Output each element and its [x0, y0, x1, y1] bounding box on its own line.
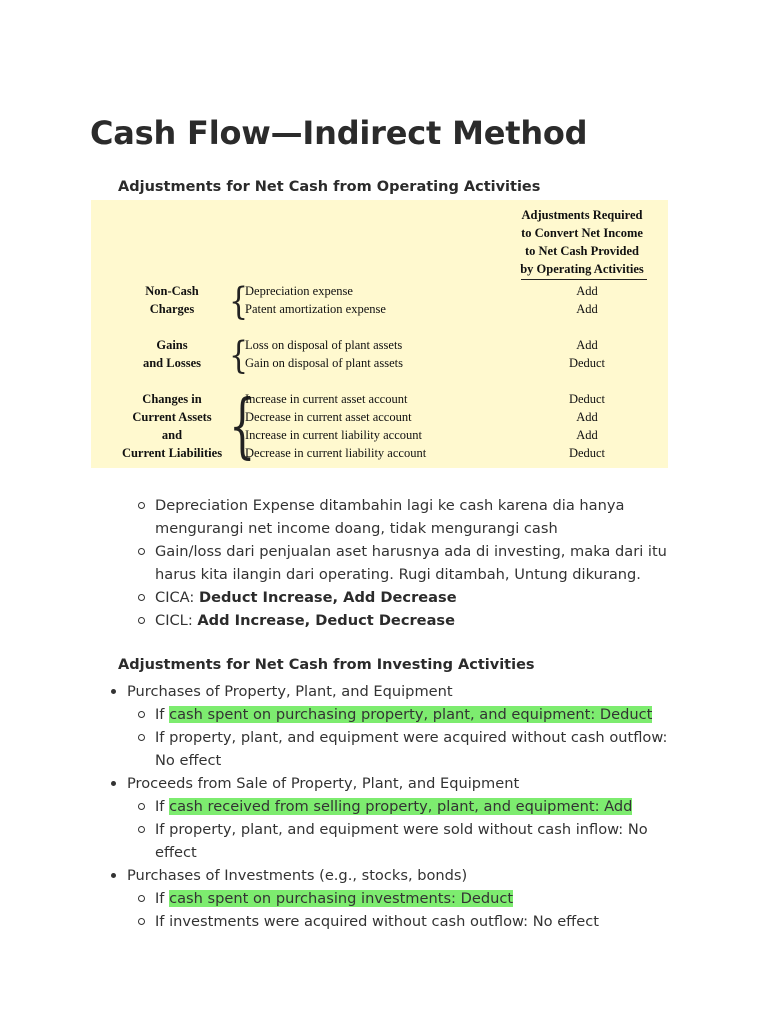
sub-text: If property, plant, and equipment were acquired without cash outflow: No effect: [155, 729, 668, 769]
list-item: [127, 772, 672, 864]
group-label-line: Current Assets: [132, 410, 212, 424]
note-cica-label: CICA:: [155, 589, 199, 606]
table-action: Deduct: [568, 392, 606, 406]
investing-list: [127, 680, 672, 933]
highlighted-text: cash received from selling property, plant, and equipment: Add: [169, 798, 633, 815]
sub-list: [127, 795, 672, 864]
list-item: [155, 795, 672, 818]
group-label-line: Charges: [149, 302, 195, 316]
list-item: [155, 609, 675, 632]
operating-heading: Adjustments for Net Cash from Operating Activities: [118, 179, 541, 195]
list-item: [155, 703, 672, 726]
table-action: Add: [576, 302, 598, 316]
investing-heading: Adjustments for Net Cash from Investing Activities: [118, 657, 535, 673]
group-label-line: Gains: [156, 338, 188, 352]
brace-icon: {: [229, 386, 256, 467]
column-header-rule: [521, 279, 647, 280]
list-item: [155, 494, 675, 540]
table-item: Increase in current liability account: [245, 428, 423, 442]
table-action: Add: [576, 428, 598, 442]
column-header: [515, 206, 649, 278]
table-item: Gain on disposal of plant assets: [245, 356, 403, 370]
group-label-line: and Losses: [142, 356, 201, 370]
group-label-line: Current Liabilities: [121, 446, 223, 460]
sub-prefix: If: [155, 798, 170, 815]
note-gainloss: Gain/loss dari penjualan aset harusnya ada di investing, maka dari itu harus kita ilangin dari operating. Rugi ditambah, Untung dikurang.: [155, 543, 667, 583]
list-item: [127, 680, 672, 772]
table-action: Add: [576, 284, 598, 298]
list-item: [155, 887, 672, 910]
column-header-line: to Net Cash Provided: [524, 244, 639, 258]
list-item: [155, 586, 675, 609]
group-label-line: Changes in: [142, 392, 202, 406]
list-item: [155, 540, 675, 586]
column-header-line: to Convert Net Income: [521, 226, 643, 240]
page-title: Cash Flow—Indirect Method: [90, 114, 588, 152]
sub-prefix: If: [155, 890, 170, 907]
investing-item-label: Proceeds from Sale of Property, Plant, and Equipment: [127, 775, 520, 792]
table-item: Loss on disposal of plant assets: [245, 338, 403, 352]
table-action: Deduct: [568, 446, 606, 460]
adjustments-table: [91, 200, 668, 468]
operating-notes: [155, 494, 675, 632]
list-item: [127, 864, 672, 933]
sub-list: [127, 887, 672, 933]
list-item: [155, 726, 672, 772]
note-cicl-label: CICL:: [155, 612, 198, 629]
table-item: Patent amortization expense: [245, 302, 386, 316]
column-header-line: by Operating Activities: [520, 262, 644, 276]
group-label-noncash: [101, 282, 243, 318]
table-item: Depreciation expense: [245, 284, 353, 298]
table-item: Increase in current asset account: [245, 392, 408, 406]
table-item: Decrease in current liability account: [245, 446, 427, 460]
sub-list: [127, 703, 672, 772]
table-item: Decrease in current asset account: [245, 410, 412, 424]
sub-text: If investments were acquired without cash outflow: No effect: [155, 913, 599, 930]
note-depreciation: Depreciation Expense ditambahin lagi ke cash karena dia hanya mengurangi net income doang, tidak mengurangi cash: [155, 497, 625, 537]
investing-item-label: Purchases of Property, Plant, and Equipment: [127, 683, 453, 700]
group-label-gains: [101, 336, 243, 372]
note-cicl-value: Add Increase, Deduct Decrease: [197, 612, 456, 629]
highlighted-text: cash spent on purchasing property, plant, and equipment: Deduct: [169, 706, 653, 723]
group-label-line: Non-Cash: [145, 284, 199, 298]
table-action: Deduct: [568, 356, 606, 370]
table-action: Add: [576, 410, 598, 424]
sub-text: If property, plant, and equipment were sold without cash inflow: No effect: [155, 821, 648, 861]
table-action: Add: [576, 338, 598, 352]
sub-prefix: If: [155, 706, 170, 723]
list-item: [155, 910, 672, 933]
group-label-line: and: [161, 428, 183, 442]
column-header-line: Adjustments Required: [521, 208, 643, 222]
group-label-current: [101, 390, 243, 462]
brace-icon: {: [229, 280, 249, 324]
investing-item-label: Purchases of Investments (e.g., stocks, bonds): [127, 867, 468, 884]
note-cica-value: Deduct Increase, Add Decrease: [198, 589, 457, 606]
highlighted-text: cash spent on purchasing investments: Deduct: [169, 890, 514, 907]
list-item: [155, 818, 672, 864]
brace-icon: {: [229, 334, 249, 378]
